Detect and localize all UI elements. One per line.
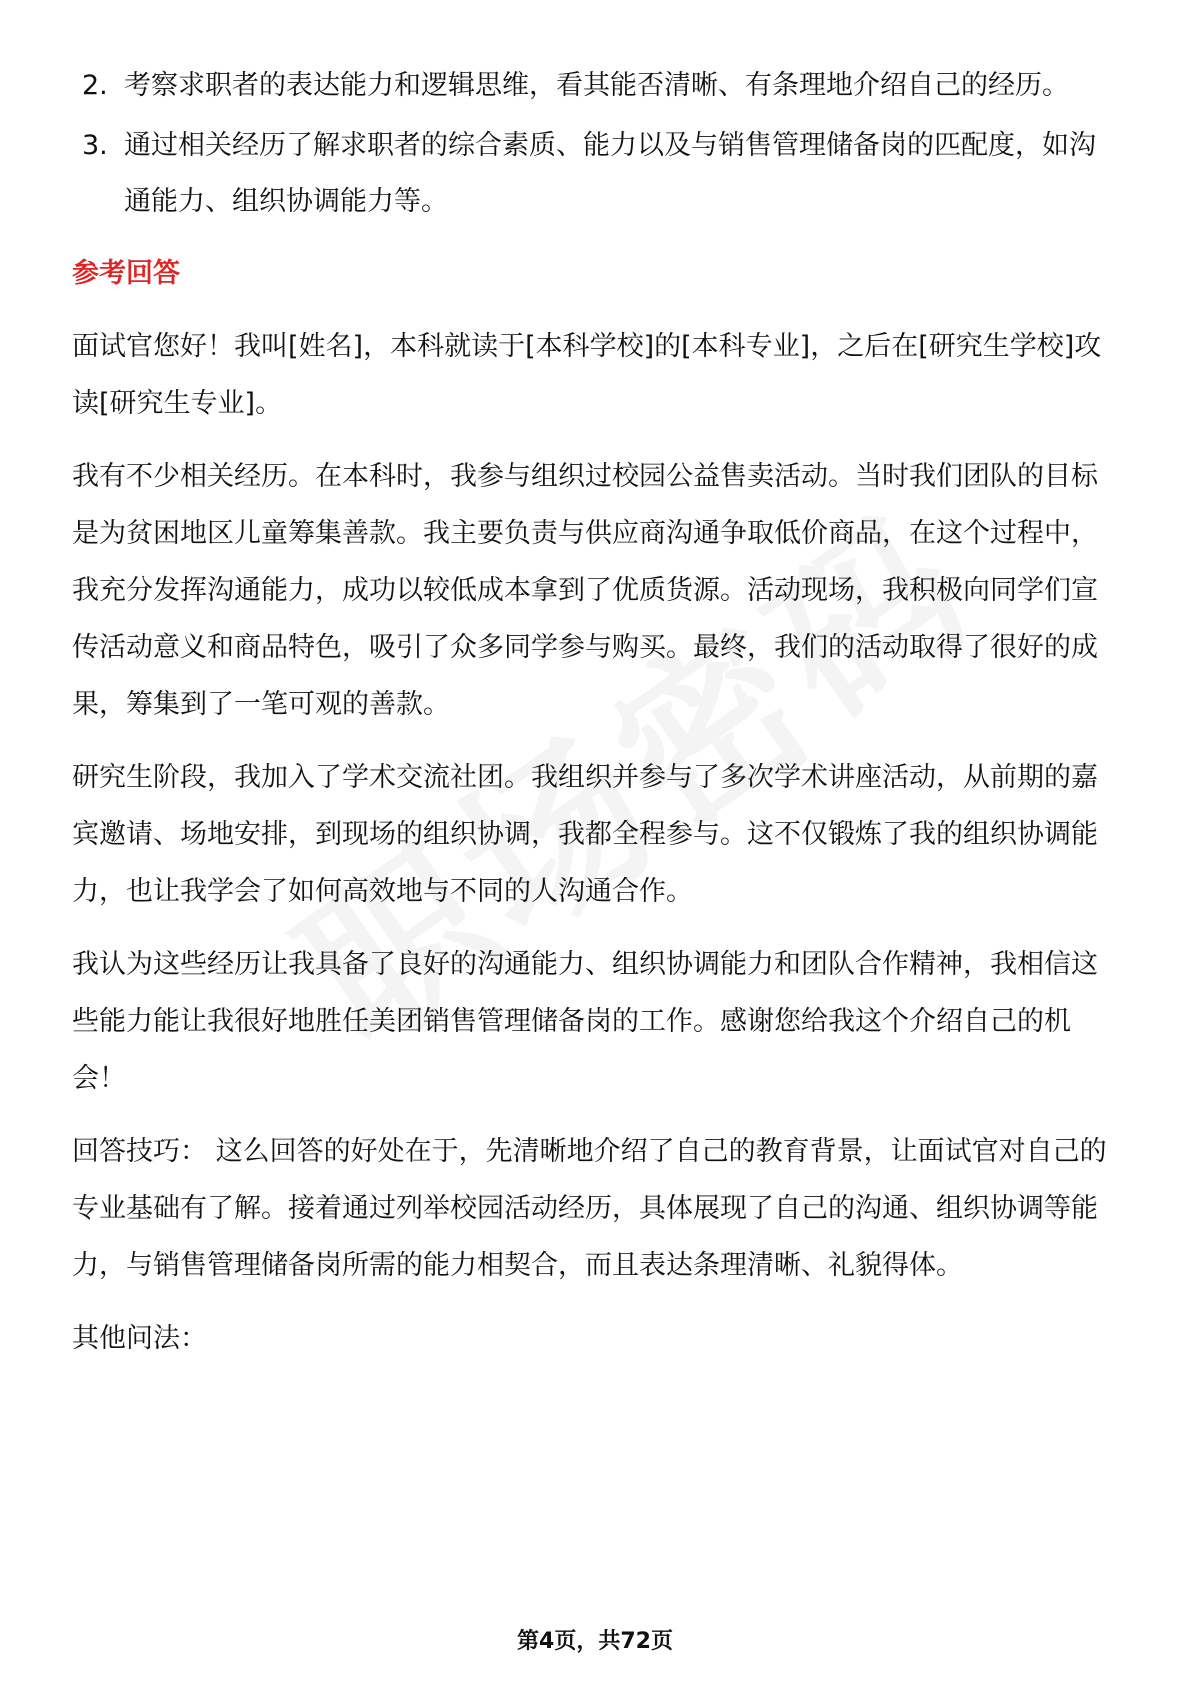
paragraph-intro: 面试官您好！我叫[姓名]，本科就读于[本科学校]的[本科专业]，之后在[研究生学校]攻读[研究生专业]。 xyxy=(72,331,1102,419)
paragraph-graduate: 研究生阶段，我加入了学术交流社团。我组织并参与了多次学术讲座活动，从前期的嘉宾邀请、场地安排，到现场的组织协调，我都全程参与。这不仅锻炼了我的组织协调能力，也让我学会了如何高效地与不同的人沟通合作。 xyxy=(72,762,1098,907)
paragraph-conclusion: 我认为这些经历让我具备了良好的沟通能力、组织协调能力和团队合作精神，我相信这些能力能让我很好地胜任美团销售管理储备岗的工作。感谢您给我这个介绍自己的机会！ xyxy=(72,949,1098,1094)
list-number: 3. xyxy=(82,130,108,161)
list-text: 通过相关经历了解求职者的综合素质、能力以及与销售管理储备岗的匹配度，如沟通能力、组织协调能力等。 xyxy=(124,130,1096,217)
document-page xyxy=(72,58,1122,1367)
list-item xyxy=(72,118,1122,230)
paragraph-other-questions: 其他问法： xyxy=(72,1323,207,1354)
section-heading: 参考回答 xyxy=(72,258,180,289)
list-text: 考察求职者的表达能力和逻辑思维，看其能否清晰、有条理地介绍自己的经历。 xyxy=(124,70,1069,101)
list-number: 2. xyxy=(82,70,108,101)
list-item xyxy=(72,58,1122,114)
paragraph-undergrad: 我有不少相关经历。在本科时，我参与组织过校园公益售卖活动。当时我们团队的目标是为贫困地区儿童筹集善款。我主要负责与供应商沟通争取低价商品，在这个过程中，我充分发挥沟通能力，成功以较低成本拿到了优质货源。活动现场，我积极向同学们宣传活动意义和商品特色，吸引了众多同学参与购买。最终，我们的活动取得了很好的成果，筹集到了一笔可观的善款。 xyxy=(72,461,1098,720)
page-footer: 第4页，共72页 xyxy=(517,1629,673,1654)
paragraph-tips: 回答技巧： 这么回答的好处在于，先清晰地介绍了自己的教育背景，让面试官对自己的专业基础有了解。接着通过列举校园活动经历，具体展现了自己的沟通、组织协调等能力，与销售管理储备岗所需的能力相契合，而且表达条理清晰、礼貌得体。 xyxy=(72,1136,1107,1281)
